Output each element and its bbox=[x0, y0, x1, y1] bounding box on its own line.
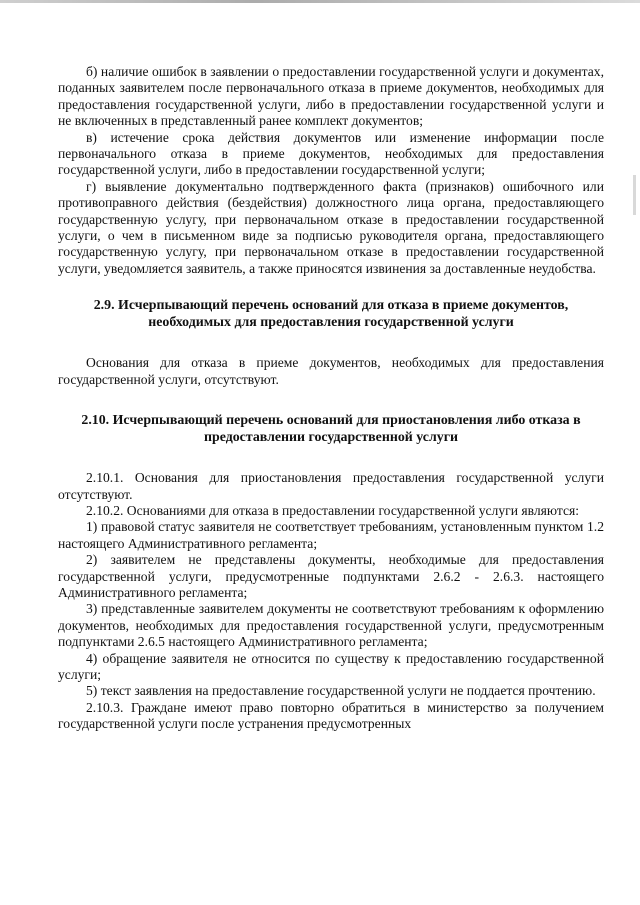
spacer bbox=[58, 388, 604, 412]
item-b: б) наличие ошибок в заявлении о предоставлении государственной услуги и документах, поданных заявителем после первоначального отказа в приеме документов, необходимых для предоставления государственной услуги, либо в предоставлении государственной услуги и не включенных в представленный ранее комплект документов; bbox=[58, 64, 604, 129]
list-item-3: 3) представленные заявителем документы не соответствуют требованиям к оформлению документов, необходимых для предоставления государственной услуги, предусмотренным подпунктами 2.6.5 настоящего Административного регламента; bbox=[58, 601, 604, 650]
section-heading-2-10: 2.10. Исчерпывающий перечень оснований для приостановления либо отказа в предоставлении государственной услуги bbox=[81, 413, 581, 446]
section-heading-2-9: 2.9. Исчерпывающий перечень оснований для отказа в приеме документов, необходимых для предоставления государственной услуги bbox=[93, 298, 569, 331]
paragraph-2-10-2: 2.10.2. Основаниями для отказа в предоставлении государственной услуги являются: bbox=[86, 502, 580, 518]
list-item-4: 4) обращение заявителя не относится по существу к предоставлению государственной услуги; bbox=[58, 650, 604, 682]
paragraph-2-10-3: 2.10.3. Граждане имеют право повторно обратиться в министерство за получением государственной услуги после устранения предусмотренных bbox=[58, 699, 604, 732]
list-item-2: 2) заявителем не представлены документы, необходимые для предоставления государственной услуги, предусмотренные подпунктами 2.6.2 - 2.6.3. настоящего Административного регламента; bbox=[58, 552, 604, 600]
spacer bbox=[58, 331, 604, 355]
section-2-9-body: Основания для отказа в приеме документов, необходимых для предоставления государственной услуги, отсутствуют. bbox=[58, 355, 604, 387]
scan-edge-right bbox=[633, 175, 636, 215]
paragraph-2-10-1: 2.10.1. Основания для приостановления предоставления государственной услуги отсутствуют. bbox=[58, 470, 604, 502]
document-page bbox=[58, 64, 604, 733]
spacer bbox=[58, 277, 604, 297]
list-item-5: 5) текст заявления на предоставление государственной услуги не поддается прочтению. bbox=[86, 683, 596, 699]
list-item-1: 1) правовой статус заявителя не соответствует требованиям, установленным пунктом 1.2 настоящего Административного регламента; bbox=[58, 519, 604, 551]
item-v: в) истечение срока действия документов или изменение информации после первоначального отказа в приеме документов, необходимых для предоставления государственной услуги, либо в предоставлении государственной услуги; bbox=[58, 129, 604, 178]
item-g: г) выявление документально подтвержденного факта (признаков) ошибочного или противоправного действия (бездействия) должностного лица органа, предоставляющего государственную услугу, при первоначальном отказе в предоставлении государственной услуги, о чем в письменном виде за подписью руководителя органа, предоставляющего государственную услугу, при первоначальном отказе в предоставлении государственной услуги, уведомляется заявитель, а также приносятся извинения за доставленные неудобства. bbox=[58, 178, 604, 276]
spacer bbox=[58, 446, 604, 470]
scan-edge-top bbox=[0, 0, 640, 3]
